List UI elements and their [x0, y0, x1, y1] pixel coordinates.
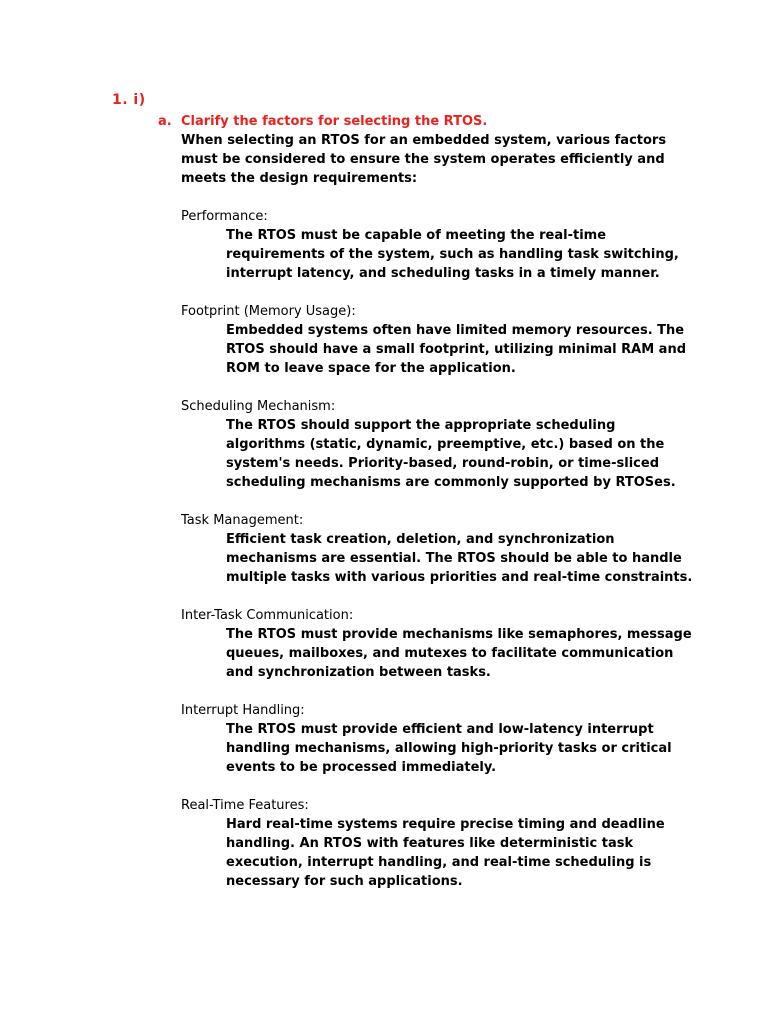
intro-paragraph: When selecting an RTOS for an embedded system, various factors must be considered to ensure the system operates efficiently and meets the design requirements:: [181, 133, 667, 186]
factor-title: Real-Time Features:: [181, 798, 309, 813]
factor-scheduling: [181, 397, 698, 492]
subsection-title: [158, 112, 698, 131]
subsection-letter: a.: [158, 114, 172, 129]
factor-interrupt-handling: [181, 701, 698, 777]
factor-description: Embedded systems often have limited memory resources. The RTOS should have a small footprint, utilizing minimal RAM and ROM to leave space for the application.: [226, 323, 687, 376]
factor-description: The RTOS must provide mechanisms like semaphores, message queues, mailboxes, and mutexes to facilitate communication and synchronization between tasks.: [226, 627, 692, 680]
factor-title: Scheduling Mechanism:: [181, 399, 336, 414]
factor-description: The RTOS must provide efficient and low-latency interrupt handling mechanisms, allowing high-priority tasks or critical events to be processed immediately.: [226, 722, 672, 775]
subsection-title-text: Clarify the factors for selecting the RTOS.: [181, 114, 488, 129]
factor-title: Interrupt Handling:: [181, 703, 305, 718]
question-number: 1. i): [112, 92, 146, 108]
factor-title: Task Management:: [181, 513, 304, 528]
factor-description: Efficient task creation, deletion, and synchronization mechanisms are essential. The RTOS should be able to handle multiple tasks with various priorities and real-time constraints.: [226, 532, 693, 585]
factor-title: Footprint (Memory Usage):: [181, 304, 356, 319]
factor-title: Performance:: [181, 209, 268, 224]
factor-footprint: [181, 302, 698, 378]
factor-description: The RTOS should support the appropriate scheduling algorithms (static, dynamic, preemptive, etc.) based on the system's needs. Priority-based, round-robin, or time-sliced scheduling mechanisms are commonly supported by RTOSes.: [226, 418, 676, 490]
factor-task-management: [181, 511, 698, 587]
factor-title: Inter-Task Communication:: [181, 608, 354, 623]
subsection-a: [158, 112, 698, 891]
factor-description: The RTOS must be capable of meeting the real-time requirements of the system, such as handling task switching, interrupt latency, and scheduling tasks in a timely manner.: [226, 228, 679, 281]
factor-real-time-features: [181, 796, 698, 891]
subsection-body: [181, 131, 698, 891]
factor-inter-task-communication: [181, 606, 698, 682]
factor-description: Hard real-time systems require precise timing and deadline handling. An RTOS with features like deterministic task execution, interrupt handling, and real-time scheduling is necessary for such applications.: [226, 817, 665, 889]
factor-performance: [181, 207, 698, 283]
